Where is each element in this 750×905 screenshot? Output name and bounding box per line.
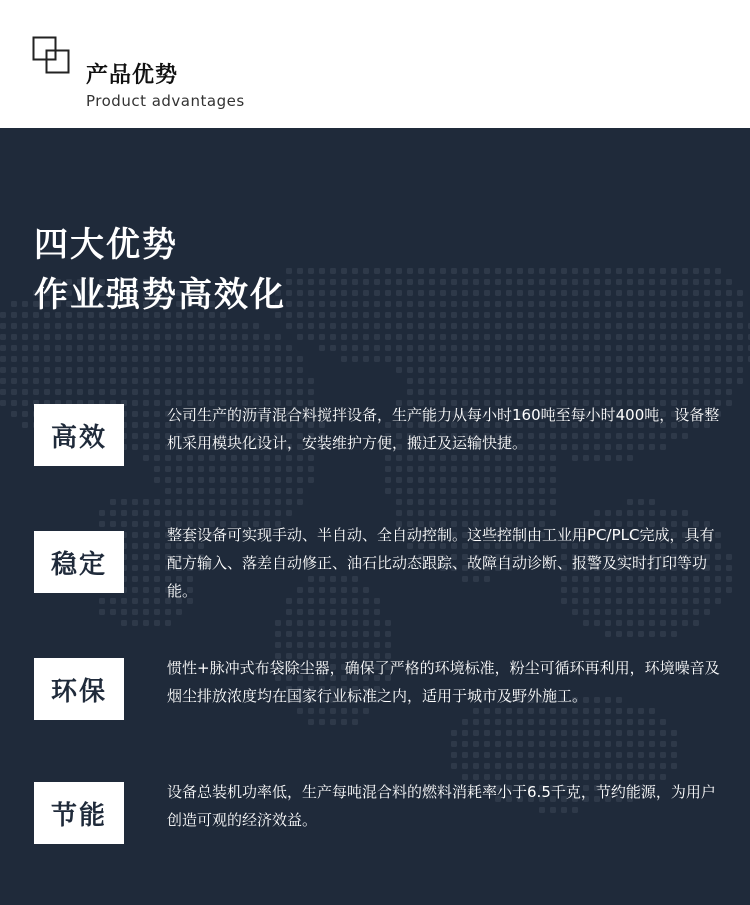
feature-label: 稳定 (34, 531, 124, 593)
feature-label: 高效 (34, 404, 124, 466)
advantages-panel (0, 128, 750, 905)
feature-description: 整套设备可实现手动、半自动、全自动控制。这些控制由工业用PC/PLC完成，具有配方输入、落差自动修正、油石比动态跟踪、故障自动诊断、报警及实时打印等功能。 (167, 526, 715, 600)
headline-line-2: 作业强势高效化 (34, 275, 286, 315)
overlapping-squares-icon (32, 36, 72, 76)
feature-label: 节能 (34, 782, 124, 844)
headline-line-1: 四大优势 (34, 225, 178, 265)
feature-description: 设备总装机功率低，生产每吨混合料的燃料消耗率小于6.5千克，节约能源，为用户创造可观的经济效益。 (167, 783, 716, 829)
feature-description: 公司生产的沥青混合料搅拌设备，生产能力从每小时160吨至每小时400吨，设备整机采用模块化设计，安装维护方便，搬迁及运输快捷。 (167, 406, 720, 452)
section-title: 产品优势 (86, 63, 179, 88)
headline (34, 220, 286, 320)
feature-label: 环保 (34, 658, 124, 720)
page-header (0, 0, 750, 128)
feature-description: 惯性+脉冲式布袋除尘器，确保了严格的环境标准，粉尘可循环再利用，环境噪音及烟尘排放浓度均在国家行业标准之内，适用于城市及野外施工。 (167, 659, 720, 705)
section-subtitle: Product advantages (86, 92, 245, 110)
